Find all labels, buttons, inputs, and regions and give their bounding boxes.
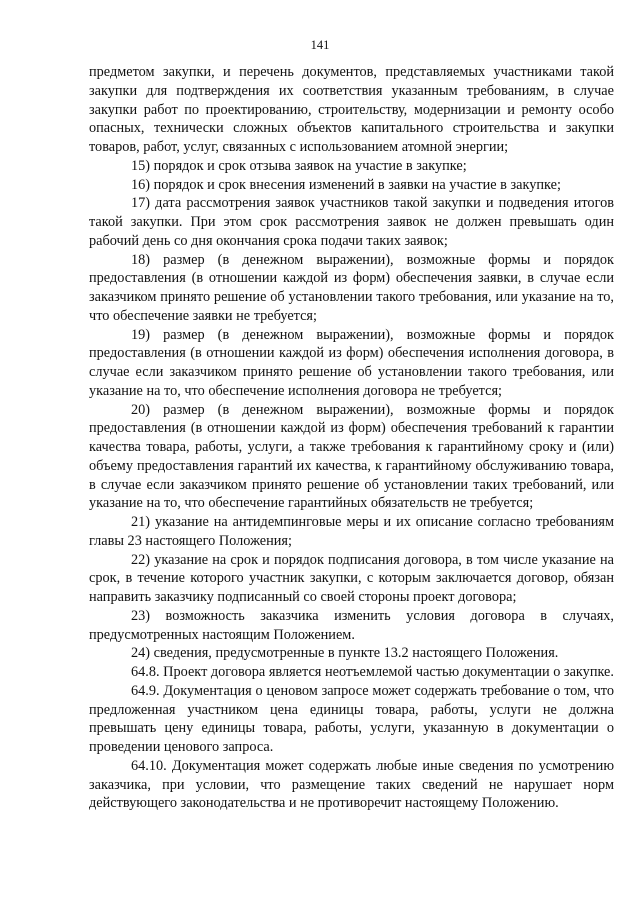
paragraph-item-19: 19) размер (в денежном выражении), возможные формы и порядок предоставления (в отношении каждой из форм) обеспечения исполнения договора, в случае если заказчиком принято решение об установлении такого требования, или указание на то, что обеспечение исполнения договора не требуется; [89,326,614,399]
paragraph-item-17: 17) дата рассмотрения заявок участников такой закупки и подведения итогов такой закупки. При этом срок рассмотрения заявок не должен превышать один рабочий день со дня окончания срока подачи таких заявок; [89,195,614,249]
paragraph-item-16: 16) порядок и срок внесения изменений в заявки на участие в закупке; [131,176,561,193]
paragraph-item-21: 21) указание на антидемпинговые меры и их описание согласно требованиям главы 23 настоящего Положения; [89,514,614,549]
paragraph-item-22: 22) указание на срок и порядок подписания договора, в том числе указание на срок, в течение которого участник закупки, с которым заключается договор, обязан направить заказчику подписанный со своей стороны проект договора; [89,551,614,605]
paragraph-clause-64-9: 64.9. Документация о ценовом запросе может содержать требование о том, что предложенная участником цена единицы товара, работы, услуги не должна превышать цену единицы товара, работы, услуги, указанную в документации о проведении ценового запроса. [89,682,614,755]
paragraph-item-23: 23) возможность заказчика изменить условия договора в случаях, предусмотренных настоящим Положением. [89,607,614,643]
paragraph-clause-64-8: 64.8. Проект договора является неотъемлемой частью документации о закупке. [131,664,614,680]
paragraph-item-18: 18) размер (в денежном выражении), возможные формы и порядок предоставления (в отношении каждой из форм) обеспечения заявки, в случае если заказчиком принято решение об установлении такого требования, или указание на то, что обеспечение заявки не требуется; [89,251,614,324]
paragraph-continuation: предметом закупки, и перечень документов, представляемых участниками такой закупки для подтверждения их соответствия указанным требованиям, в случае закупки работ по проектированию, строительству, модернизации и ремонту особо опасных, технически сложных объектов капитального строительства и закупки товаров, работ, услуг, связанных с использованием атомной энергии; [89,64,614,155]
paragraph-item-24: 24) сведения, предусмотренные в пункте 13.2 настоящего Положения. [131,645,559,662]
document-body [89,63,614,813]
page-number: 141 [310,38,330,52]
paragraph-item-15: 15) порядок и срок отзыва заявок на участие в закупке; [131,157,467,174]
paragraph-clause-64-10: 64.10. Документация может содержать любые иные сведения по усмотрению заказчика, при условии, что размещение таких сведений не нарушает норм действующего законодательства и не противоречит настоящему Положению. [89,757,614,812]
paragraph-item-20: 20) размер (в денежном выражении), возможные формы и порядок предоставления (в отношении каждой из форм) обеспечения требований к гарантии качества товара, работы, услуги, а также требования к гарантийному сроку и (или) объему предоставления гарантий их качества, к гарантийному обслуживанию товара, в случае если заказчиком принято решение об установлении таких требований, или указание на то, что обеспечение гарантийных обязательств не требуется; [89,401,614,512]
